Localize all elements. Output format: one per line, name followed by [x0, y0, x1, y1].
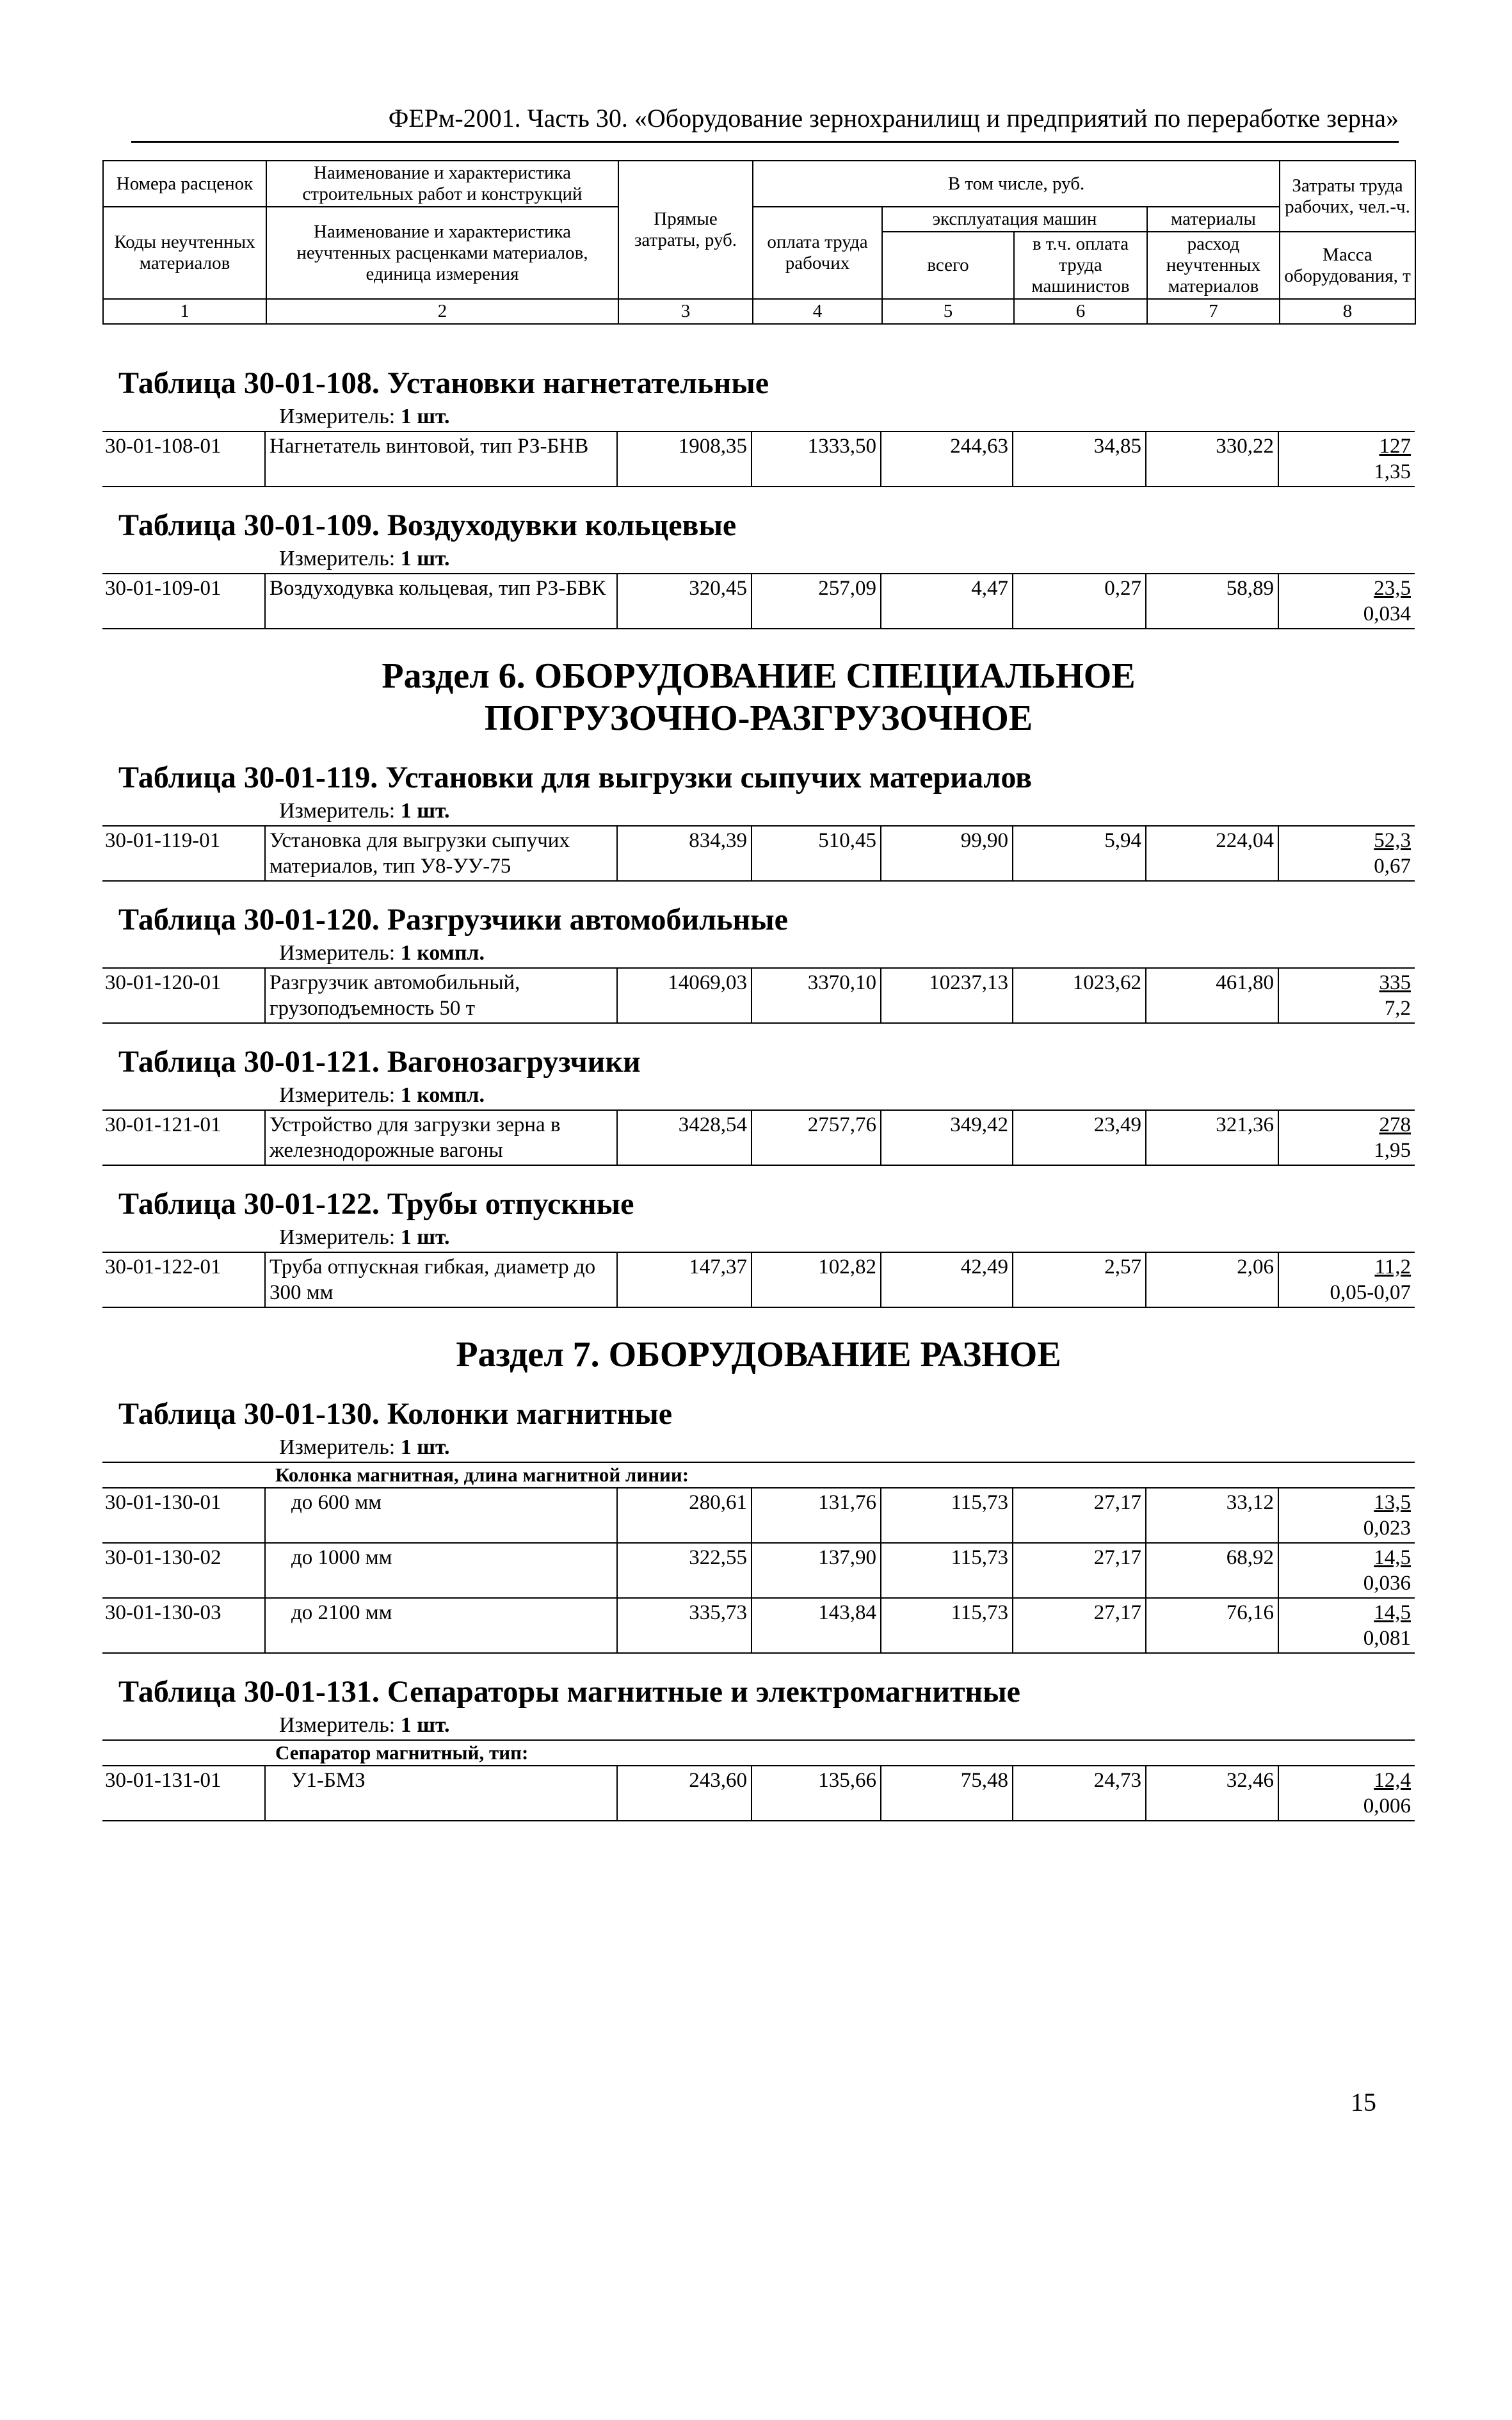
measure-unit — [102, 1223, 1415, 1252]
measure-value: 1 шт. — [400, 547, 450, 570]
labor-value: 11,2 — [1374, 1255, 1411, 1279]
table-title: Таблица 30-01-121. Вагонозагрузчики — [118, 1045, 641, 1079]
machine-total: 115,73 — [881, 1488, 1013, 1542]
rate-name: Воздуходувка кольцевая, тип РЗ-БВК — [266, 574, 618, 628]
measure-label: Измеритель: — [279, 1713, 396, 1737]
col-including: В том числе, руб. — [753, 161, 1280, 207]
rate-name: Труба отпускная гибкая, диаметр до 300 мм — [266, 1253, 618, 1307]
materials: 321,36 — [1146, 1111, 1279, 1165]
measure-value: 1 компл. — [400, 941, 485, 965]
col-rate-numbers: Номера расценок — [103, 161, 266, 207]
table-row — [102, 1487, 1415, 1544]
table-row — [102, 431, 1415, 487]
rate-code: 30-01-109-01 — [102, 574, 266, 628]
measure-unit — [102, 1433, 1415, 1462]
col-labor-costs: Затраты труда рабочих, чел.-ч. — [1280, 161, 1415, 232]
group-subheading: Колонка магнитная, длина магнитной линии: — [102, 1462, 1415, 1487]
machinist-pay: 34,85 — [1013, 432, 1146, 486]
table-row — [102, 1109, 1415, 1166]
rate-code: 30-01-121-01 — [102, 1111, 266, 1165]
materials: 33,12 — [1146, 1488, 1279, 1542]
section-7-title: Раздел 7. ОБОРУДОВАНИЕ РАЗНОЕ — [456, 1335, 1061, 1375]
machine-total: 99,90 — [881, 827, 1013, 880]
materials: 68,92 — [1146, 1544, 1279, 1597]
direct-costs: 243,60 — [618, 1766, 752, 1820]
measure-value: 1 шт. — [400, 1225, 450, 1249]
machinist-pay: 0,27 — [1013, 574, 1146, 628]
group-subheading: Сепаратор магнитный, тип: — [102, 1739, 1415, 1765]
labor-mass — [1279, 432, 1415, 486]
col-unaccounted-materials: расход неучтенных материалов — [1147, 232, 1280, 299]
col-material-codes: Коды неучтенных материалов — [103, 207, 266, 299]
labor-mass — [1279, 969, 1415, 1022]
direct-costs: 14069,03 — [618, 969, 752, 1022]
worker-pay: 3370,10 — [752, 969, 881, 1022]
labor-value: 335 — [1379, 971, 1411, 994]
table-row — [102, 1765, 1415, 1821]
page-number: 15 — [1351, 2088, 1376, 2117]
measure-unit — [102, 545, 1415, 573]
measure-value: 1 шт. — [400, 1713, 450, 1737]
tables-body — [102, 364, 1415, 1821]
measure-unit — [102, 797, 1415, 825]
table-row — [102, 573, 1415, 629]
col-machine-total: всего — [882, 232, 1014, 299]
rate-code: 30-01-120-01 — [102, 969, 266, 1022]
materials: 32,46 — [1146, 1766, 1279, 1820]
machine-total: 349,42 — [881, 1111, 1013, 1165]
machine-total: 115,73 — [881, 1544, 1013, 1597]
direct-costs: 834,39 — [618, 827, 752, 880]
col-num: 5 — [882, 299, 1014, 324]
col-num: 4 — [753, 299, 882, 324]
measure-label: Измеритель: — [279, 799, 396, 823]
machinist-pay: 27,17 — [1013, 1599, 1146, 1652]
rate-code: 30-01-130-02 — [102, 1544, 266, 1597]
mass-value: 1,95 — [1374, 1139, 1411, 1162]
measure-label: Измеритель: — [279, 405, 396, 428]
machinist-pay: 2,57 — [1013, 1253, 1146, 1307]
labor-value: 278 — [1379, 1113, 1411, 1136]
col-machinist-pay: в т.ч. оплата труда машинистов — [1014, 232, 1147, 299]
table-title: Таблица 30-01-119. Установки для выгрузки сыпучих материалов — [118, 761, 1033, 795]
table-title: Таблица 30-01-122. Трубы отпускные — [118, 1187, 634, 1221]
col-num: 7 — [1147, 299, 1280, 324]
col-machine-operation: эксплуатация машин — [882, 207, 1147, 232]
labor-value: 13,5 — [1374, 1491, 1411, 1514]
labor-mass — [1279, 1253, 1415, 1307]
labor-mass — [1279, 1599, 1415, 1652]
mass-value: 7,2 — [1384, 997, 1411, 1020]
measure-label: Измеритель: — [279, 941, 396, 965]
machine-total: 42,49 — [881, 1253, 1013, 1307]
rate-name: до 2100 мм — [266, 1599, 618, 1652]
mass-value: 0,036 — [1363, 1572, 1411, 1595]
direct-costs: 280,61 — [618, 1488, 752, 1542]
rate-code: 30-01-122-01 — [102, 1253, 266, 1307]
labor-mass — [1279, 574, 1415, 628]
materials: 461,80 — [1146, 969, 1279, 1022]
table-row — [102, 825, 1415, 882]
rate-name: Нагнетатель винтовой, тип РЗ-БНВ — [266, 432, 618, 486]
rate-code: 30-01-130-03 — [102, 1599, 266, 1652]
column-numbers — [103, 299, 1415, 324]
measure-unit — [102, 1711, 1415, 1739]
measure-value: 1 компл. — [400, 1083, 485, 1107]
table-row — [102, 1252, 1415, 1308]
labor-mass — [1279, 1544, 1415, 1597]
worker-pay: 2757,76 — [752, 1111, 881, 1165]
mass-value: 0,023 — [1363, 1517, 1411, 1540]
materials: 224,04 — [1146, 827, 1279, 880]
machine-total: 244,63 — [881, 432, 1013, 486]
mass-value: 0,034 — [1363, 602, 1411, 625]
labor-value: 127 — [1379, 435, 1411, 458]
rate-name: до 600 мм — [266, 1488, 618, 1542]
direct-costs: 147,37 — [618, 1253, 752, 1307]
direct-costs: 322,55 — [618, 1544, 752, 1597]
machine-total: 75,48 — [881, 1766, 1013, 1820]
labor-value: 12,4 — [1374, 1769, 1411, 1792]
worker-pay: 102,82 — [752, 1253, 881, 1307]
measure-value: 1 шт. — [400, 799, 450, 823]
worker-pay: 137,90 — [752, 1544, 881, 1597]
measure-value: 1 шт. — [400, 405, 450, 428]
rate-name: Установка для выгрузки сыпучих материалов, тип У8-УУ-75 — [266, 827, 618, 880]
measure-unit — [102, 939, 1415, 967]
rate-code: 30-01-131-01 — [102, 1766, 266, 1820]
labor-value: 52,3 — [1374, 829, 1411, 852]
table-row — [102, 1599, 1415, 1654]
machine-total: 115,73 — [881, 1599, 1013, 1652]
table-title: Таблица 30-01-108. Установки нагнетательные — [118, 366, 769, 400]
table-title: Таблица 30-01-120. Разгрузчики автомобильные — [118, 903, 788, 937]
machine-total: 4,47 — [881, 574, 1013, 628]
mass-value: 0,006 — [1363, 1795, 1411, 1818]
measure-label: Измеритель: — [279, 1083, 396, 1107]
col-num: 2 — [266, 299, 618, 324]
rate-code: 30-01-130-01 — [102, 1488, 266, 1542]
col-num: 1 — [103, 299, 266, 324]
rate-code: 30-01-119-01 — [102, 827, 266, 880]
table-title: Таблица 30-01-131. Сепараторы магнитные и электромагнитные — [118, 1675, 1020, 1709]
measure-value: 1 шт. — [400, 1435, 450, 1459]
machinist-pay: 23,49 — [1013, 1111, 1146, 1165]
col-materials: материалы — [1147, 207, 1280, 232]
mass-value: 1,35 — [1374, 460, 1411, 483]
labor-value: 14,5 — [1374, 1601, 1411, 1624]
worker-pay: 1333,50 — [752, 432, 881, 486]
mass-value: 0,081 — [1363, 1627, 1411, 1650]
mass-value: 0,67 — [1374, 855, 1411, 878]
col-work-name: Наименование и характеристика строительных работ и конструкций — [266, 161, 618, 207]
labor-mass — [1279, 1488, 1415, 1542]
machinist-pay: 27,17 — [1013, 1544, 1146, 1597]
direct-costs: 335,73 — [618, 1599, 752, 1652]
measure-unit — [102, 403, 1415, 431]
machinist-pay: 24,73 — [1013, 1766, 1146, 1820]
measure-unit — [102, 1081, 1415, 1109]
machinist-pay: 1023,62 — [1013, 969, 1146, 1022]
rate-name: до 1000 мм — [266, 1544, 618, 1597]
rate-code: 30-01-108-01 — [102, 432, 266, 486]
labor-value: 23,5 — [1374, 577, 1411, 600]
labor-mass — [1279, 1766, 1415, 1820]
col-equipment-mass: Масса оборудования, т — [1280, 232, 1415, 299]
direct-costs: 1908,35 — [618, 432, 752, 486]
materials: 76,16 — [1146, 1599, 1279, 1652]
materials: 330,22 — [1146, 432, 1279, 486]
table-row — [102, 1544, 1415, 1599]
materials: 2,06 — [1146, 1253, 1279, 1307]
worker-pay: 257,09 — [752, 574, 881, 628]
worker-pay: 131,76 — [752, 1488, 881, 1542]
machinist-pay: 27,17 — [1013, 1488, 1146, 1542]
measure-label: Измеритель: — [279, 1435, 396, 1459]
machine-total: 10237,13 — [881, 969, 1013, 1022]
machinist-pay: 5,94 — [1013, 827, 1146, 880]
rate-name: У1-БМЗ — [266, 1766, 618, 1820]
worker-pay: 135,66 — [752, 1766, 881, 1820]
labor-mass — [1279, 1111, 1415, 1165]
col-worker-pay: оплата труда рабочих — [753, 207, 882, 299]
col-num: 8 — [1280, 299, 1415, 324]
rate-name: Разгрузчик автомобильный, грузоподъемность 50 т — [266, 969, 618, 1022]
section-6-title: Раздел 6. ОБОРУДОВАНИЕ СПЕЦИАЛЬНОЕ ПОГРУЗОЧНО-РАЗГРУЗОЧНОЕ — [382, 656, 1136, 738]
table-title: Таблица 30-01-130. Колонки магнитные — [118, 1397, 673, 1431]
running-header: ФЕРм-2001. Часть 30. «Оборудование зернохранилищ и предприятий по переработке зерна» — [131, 96, 1399, 143]
table-header — [102, 160, 1416, 325]
labor-mass — [1279, 827, 1415, 880]
rate-name: Устройство для загрузки зерна в железнодорожные вагоны — [266, 1111, 618, 1165]
measure-label: Измеритель: — [279, 1225, 396, 1249]
mass-value: 0,05-0,07 — [1330, 1281, 1411, 1304]
col-direct-costs: Прямые затраты, руб. — [618, 161, 753, 299]
col-material-name: Наименование и характеристика неучтенных расценками материалов, единица измерения — [266, 207, 618, 299]
table-title: Таблица 30-01-109. Воздуходувки кольцевые — [118, 508, 737, 542]
measure-label: Измеритель: — [279, 547, 396, 570]
norms-sheet — [102, 160, 1415, 2420]
direct-costs: 3428,54 — [618, 1111, 752, 1165]
worker-pay: 143,84 — [752, 1599, 881, 1652]
table-row — [102, 967, 1415, 1024]
col-num: 6 — [1014, 299, 1147, 324]
labor-value: 14,5 — [1374, 1546, 1411, 1569]
direct-costs: 320,45 — [618, 574, 752, 628]
materials: 58,89 — [1146, 574, 1279, 628]
worker-pay: 510,45 — [752, 827, 881, 880]
col-num: 3 — [618, 299, 753, 324]
